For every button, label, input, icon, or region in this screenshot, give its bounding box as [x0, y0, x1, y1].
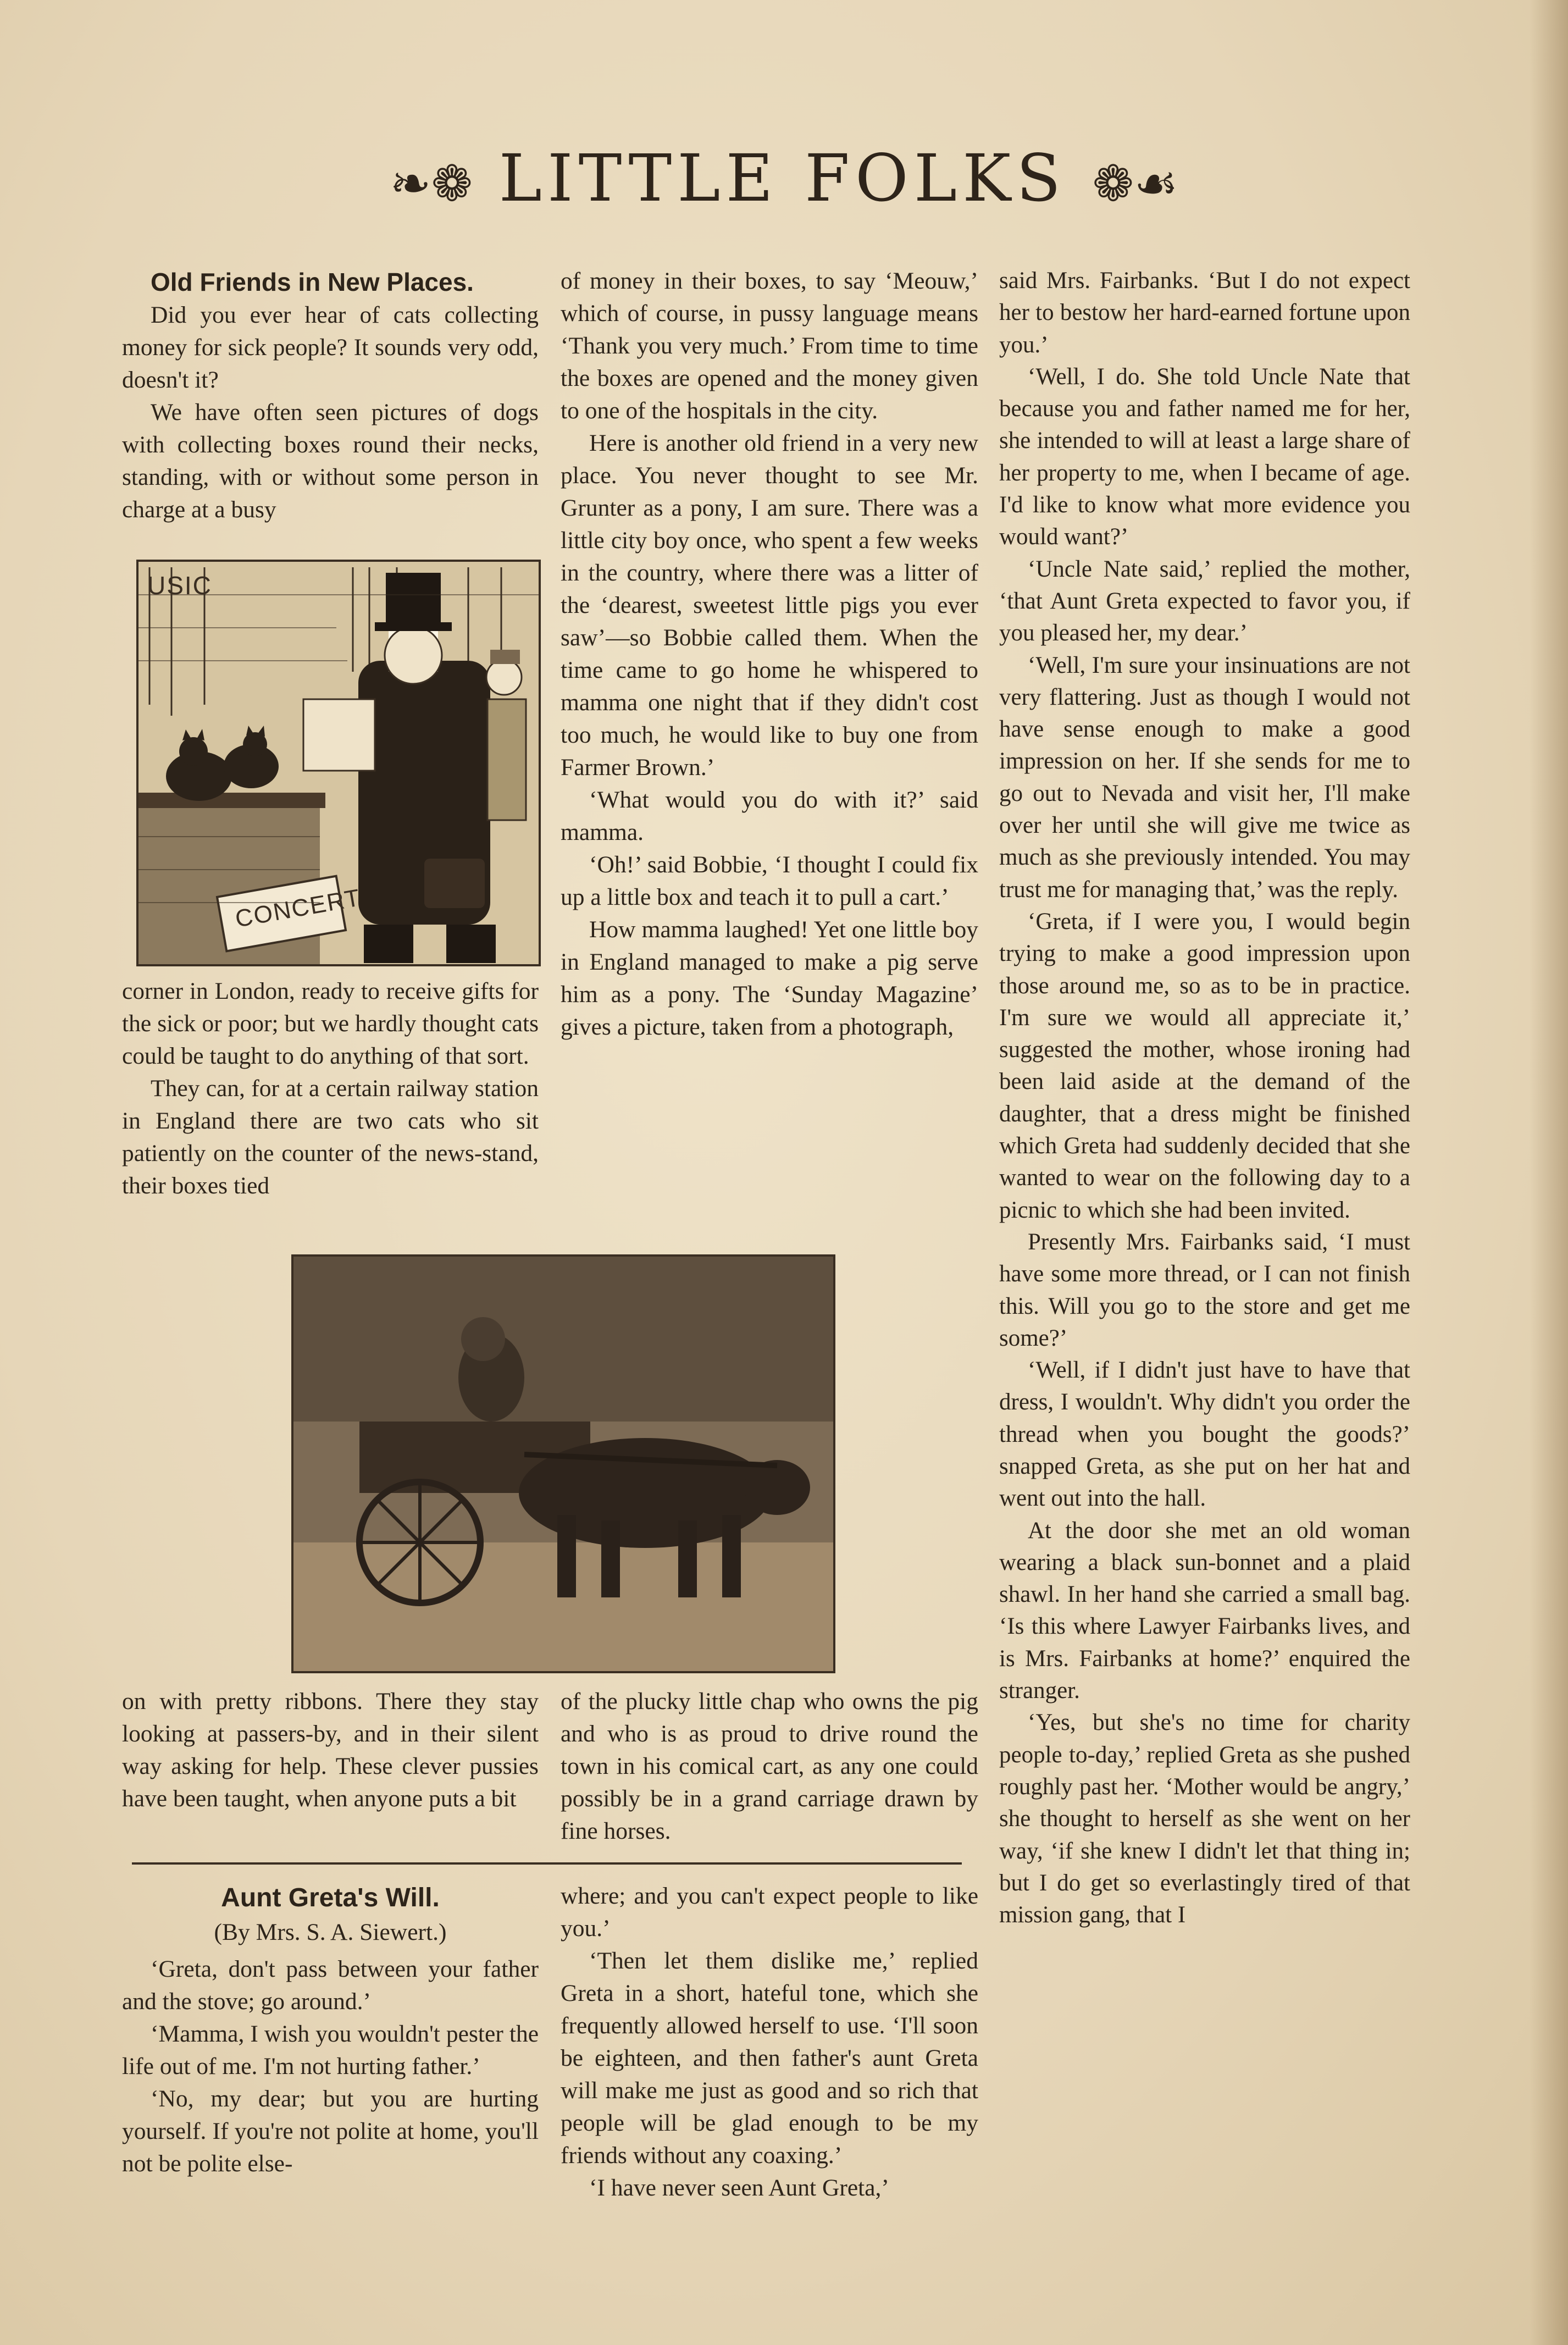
- paragraph: ‘Well, I'm sure your insinuations are not very flattering. Just as though I would not have sense enough to make a good impression on her. If she sends for me to go out to Nevada and visit her, I'll make over her until she will give me twice as much as she previously intended. You may trust me for managing that,’ was the reply.: [999, 652, 1410, 903]
- article1-col1-top: [122, 265, 539, 526]
- masthead-title: LITTLE FOLKS: [498, 140, 1067, 216]
- article2-col2: [561, 1880, 978, 2204]
- paragraph: Did you ever hear of cats collecting money for sick people? It sounds very odd, doesn't it?: [122, 302, 539, 393]
- paragraph: ‘I have never seen Aunt Greta,’: [589, 2175, 889, 2201]
- paragraph: of the plucky little chap who owns the pig and who is as proud to drive round the town in his comical cart, as any one could possibly be in a grand carriage drawn by fine horses.: [561, 1688, 978, 1844]
- left-ornament-icon: ❧❁: [390, 155, 473, 213]
- article2-byline: (By Mrs. S. A. Siewert.): [214, 1919, 447, 1945]
- paragraph: ‘Oh!’ said Bobbie, ‘I thought I could fix up a little box and teach it to pull a cart.’: [561, 851, 978, 910]
- paragraph: corner in London, ready to receive gifts for the sick or poor; but we hardly thought cats could be taught to do anything of that sort.: [122, 978, 539, 1069]
- article2-col3: [999, 265, 1410, 1931]
- paragraph: of money in their boxes, to say ‘Meouw,’ which of course, in pussy language means ‘Thank you very much.’ From time to time the boxes are opened and the money given to one of the hospitals in the city.: [561, 268, 978, 424]
- paragraph: ‘Yes, but she's no time for charity people to-day,’ replied Greta as she pushed roughly past her. ‘Mother would be angry,’ she thought to herself as she went on her way, ‘if she knew I didn't let that thing in; but I do get so everlastingly tired of that mission gang, that I: [999, 1710, 1410, 1928]
- paragraph: ‘Uncle Nate said,’ replied the mother, ‘that Aunt Greta expected to favor you, if you pleased her, my dear.’: [999, 556, 1410, 646]
- article1-title: Old Friends in New Places.: [151, 268, 474, 296]
- article1-col1-bottom: [122, 975, 539, 1202]
- paragraph: ‘Then let them dislike me,’ replied Greta in a short, hateful tone, which she frequently allowed herself to use. ‘I'll soon be eighteen, and then father's aunt Greta will make me just as good and so rich that people will be glad enough to be my friends without any coaxing.’: [561, 1948, 978, 2169]
- concert-sign-text: CONCERT: [233, 884, 363, 933]
- paragraph: where; and you can't expect people to like you.’: [561, 1883, 978, 1942]
- masthead: [0, 140, 1568, 216]
- article2-col1: [122, 1880, 539, 2180]
- paragraph: How mamma laughed! Yet one little boy in England managed to make a pig serve him as a pony. The ‘Sunday Magazine’ gives a picture, taken from a photograph,: [561, 916, 978, 1040]
- paragraph: ‘Greta, if I were you, I would begin trying to make a good impression upon those around me, so as to be in practice. I'm sure we would all appreciate it,’ suggested the mother, whose ironing had been laid aside at the demand of the daughter, that a dress might be finished which Greta had suddenly decided that she wanted to wear on the following day to a picnic to which she had been invited.: [999, 908, 1410, 1223]
- paragraph: ‘Mamma, I wish you wouldn't pester the life out of me. I'm not hurting father.’: [122, 2021, 539, 2079]
- music-sign-text: USIC: [147, 571, 212, 600]
- pig-cart-photograph: [291, 1254, 835, 1673]
- article1-col2-after: [561, 1685, 978, 1848]
- paragraph: Here is another old friend in a very new place. You never thought to see Mr. Grunter as a pony, I am sure. There was a little city boy once, who spent a few weeks in the country, where there was a litter of the ‘dearest, sweetest little pigs you ever saw’—so Bobbie called them. When the time came to go home he whispered to mamma one night that if they didn't cost too much, he would like to buy one from Farmer Brown.’: [561, 430, 978, 781]
- paragraph: ‘Well, if I didn't just have to have that dress, I wouldn't. Why didn't you order the thread when you bought the goods?’ snapped Greta, as she put on her hat and went out into the hall.: [999, 1357, 1410, 1512]
- pig-cart-drawing: [293, 1257, 833, 1671]
- paragraph: ‘Greta, don't pass between your father and the stove; go around.’: [122, 1956, 539, 2015]
- paragraph: They can, for at a certain railway station in England there are two cats who sit patiently on the counter of the news-stand, their boxes tied: [122, 1075, 539, 1199]
- article-divider-rule: [132, 1862, 962, 1865]
- paragraph: on with pretty ribbons. There they stay looking at passers-by, and in their silent way asking for help. These clever pussies have been taught, when anyone puts a bit: [122, 1688, 539, 1812]
- cats-at-news-stand-illustration: [136, 560, 541, 966]
- paragraph: At the door she met an old woman wearing a black sun-bonnet and a plaid shawl. In her hand she carried a small bag. ‘Is this where Lawyer Fairbanks lives, and is Mrs. Fairbanks at home?’ enquired the stranger.: [999, 1517, 1410, 1704]
- article2-title: Aunt Greta's Will.: [221, 1883, 440, 1912]
- right-ornament-icon: ❁☙: [1092, 155, 1178, 213]
- paragraph: said Mrs. Fairbanks. ‘But I do not expect her to bestow her hard-earned fortune upon you.’: [999, 268, 1410, 358]
- page-edge-shadow: [1530, 0, 1568, 2345]
- paragraph: We have often seen pictures of dogs with collecting boxes round their necks, standing, with or without some person in charge at a busy: [122, 399, 539, 523]
- paragraph: ‘What would you do with it?’ said mamma.: [561, 787, 978, 845]
- article1-col1-after: [122, 1685, 539, 1815]
- paragraph: ‘No, my dear; but you are hurting yourself. If you're not polite at home, you'll not be polite else-: [122, 2086, 539, 2177]
- paragraph: ‘Well, I do. She told Uncle Nate that because you and father named me for her, she intended to will at least a large share of her property to me, when I became of age. I'd like to know what more evidence you would want?’: [999, 363, 1410, 550]
- article1-col2: [561, 265, 978, 1043]
- paragraph: Presently Mrs. Fairbanks said, ‘I must have some more thread, or I can not finish this. Will you go to the store and get me some?’: [999, 1229, 1410, 1351]
